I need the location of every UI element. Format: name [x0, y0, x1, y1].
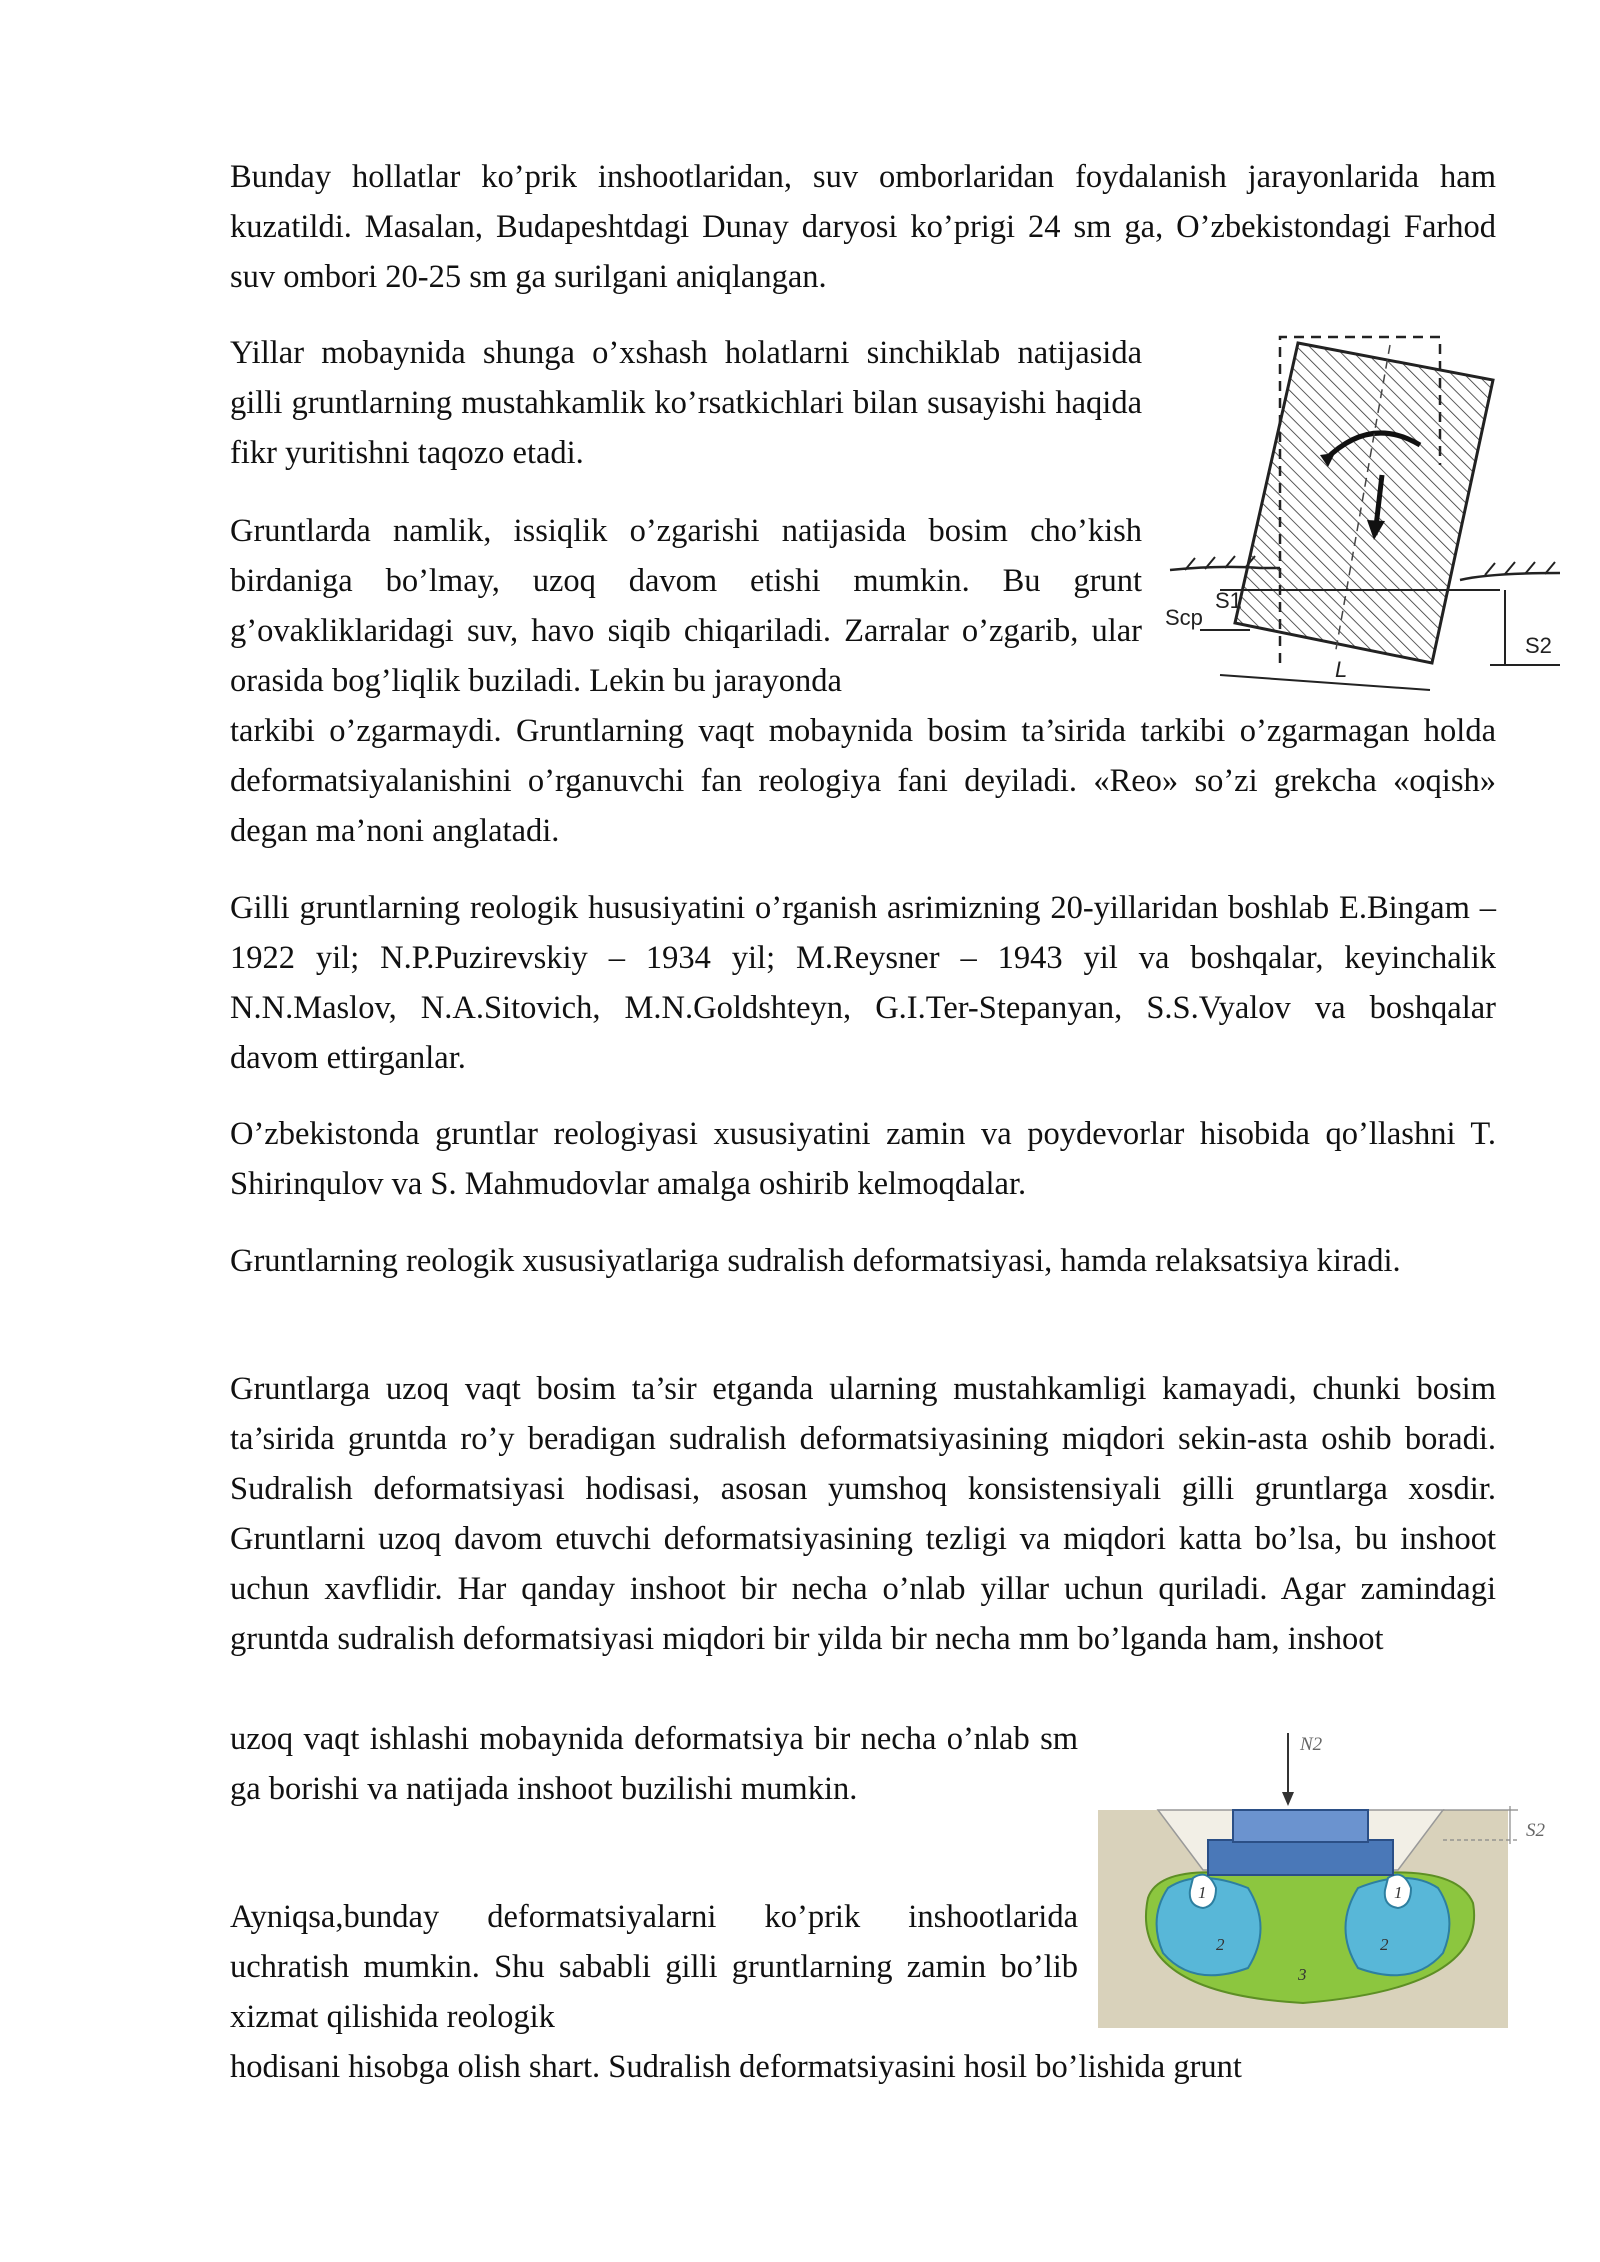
- paragraph-bridges-deformation: Ayniqsa,bunday deformatsiyalarni ko’prik inshootlarida uchratish mumkin. Shu sababli gilli gruntlarning zamin bo’lib xizmat qilishida reologik: [230, 1899, 1078, 2035]
- figure1-label-s1: S1: [1215, 588, 1242, 613]
- figure2-label-zone2-left: 2: [1216, 1935, 1225, 1954]
- figure2-label-s2: S2: [1526, 1820, 1545, 1841]
- figure2-label-zone1-right: 1: [1394, 1883, 1403, 1902]
- figure2-label-n2: N2: [1300, 1734, 1323, 1755]
- paragraph-properties: Gruntlarning reologik xususiyatlariga sudralish deformatsiyasi, hamda relaksatsiya kiradi.: [230, 1243, 1401, 1279]
- figure1-label-scp: Sср: [1165, 605, 1203, 630]
- paragraph-years: Yillar mobaynida shunga o’xshash holatlarni sinchiklab natijasida gilli gruntlarning mustahkamlik ko’rsatkichlari bilan susayishi haqida fikr yuritishni taqozo etadi.: [230, 335, 1142, 471]
- paragraph-researchers: Gilli gruntlarning reologik hususiyatini o’rganish asrimizning 20-yillaridan boshlab E.Bingam – 1922 yil; N.P.Puzirevskiy – 1934 yil; M.Reysner – 1943 yil va boshqalar, keyinchalik N.N.Maslov, N.A.Sitovich, M.N.Goldshteyn, G.I.Ter-Stepanyan, S.S.Vyalov va boshqalar davom ettirganlar.: [230, 890, 1496, 1076]
- settlement-zones-figure: [1098, 1728, 1568, 2028]
- figure2-label-zone1-left: 1: [1198, 1883, 1207, 1902]
- figure2-label-zone3: 3: [1298, 1965, 1307, 1984]
- paragraph-bridges: Bunday hollatlar ko’prik inshootlaridan, suv omborlaridan foydalanish jarayonlarida ham kuzatildi. Masalan, Budapeshtdagi Dunay daryosi ko’prigi 24 sm ga, O’zbekistondagi Farhod suv ombori 20-25 sm ga surilgani aniqlangan.: [230, 159, 1496, 295]
- paragraph-account: hodisani hisobga olish shart. Sudralish deformatsiyasini hosil bo’lishida grunt: [230, 2049, 1242, 2085]
- paragraph-moisture: Gruntlarda namlik, issiqlik o’zgarishi natijasida bosim cho’kish birdaniga bo’lmay, uzoq davom etishi mumkin. Bu grunt g’ovakliklaridagi suv, havo siqib chiqariladi. Zarralar o’zgarib, ular orasida bog’liqlik buziladi. Lekin bu jarayonda: [230, 513, 1142, 699]
- paragraph-long-pressure: Gruntlarga uzoq vaqt bosim ta’sir etganda ularning mustahkamligi kamayadi, chunki bosim ta’sirida gruntda ro’y beradigan sudralish deformatsiyasining miqdori sekin-asta oshib boradi. Sudralish deformatsiyasi hodisasi, asosan yumshoq konsistensiyali gilli gruntlarga xosdir. Gruntlarni uzoq davom etuvchi deformatsiyasining tezligi va miqdori katta bo’lsa, bu inshoot uchun xavflidir. Har qanday inshoot bir necha o’nlab yillar uchun quriladi. Agar zamindagi gruntda sudralish deformatsiyasi miqdori bir yilda bir necha mm bo’lganda ham, inshoot: [230, 1371, 1496, 1657]
- figure1-label-s2: S2: [1525, 633, 1552, 658]
- paragraph-long-operation: uzoq vaqt ishlashi mobaynida deformatsiya bir necha o’nlab sm ga borishi va natijada inshoot buzilishi mumkin.: [230, 1721, 1078, 1807]
- tilted-foundation-figure: [1160, 325, 1570, 705]
- paragraph-uzbekistan: O’zbekistonda gruntlar reologiyasi xususiyatini zamin va poydevorlar hisobida qo’llashni T. Shirinqulov va S. Mahmudovlar amalga oshirib kelmoqdalar.: [230, 1116, 1496, 1202]
- figure2-label-zone2-right: 2: [1380, 1935, 1389, 1954]
- paragraph-rheology-definition: tarkibi o’zgarmaydi. Gruntlarning vaqt mobaynida bosim ta’sirida tarkibi o’zgarmagan holda deformatsiyalanishini o’rganuvchi fan reologiya fani deyiladi. «Reo» so’zi grekcha «oqish» degan ma’noni anglatadi.: [230, 713, 1496, 849]
- figure1-label-l: L: [1335, 657, 1348, 682]
